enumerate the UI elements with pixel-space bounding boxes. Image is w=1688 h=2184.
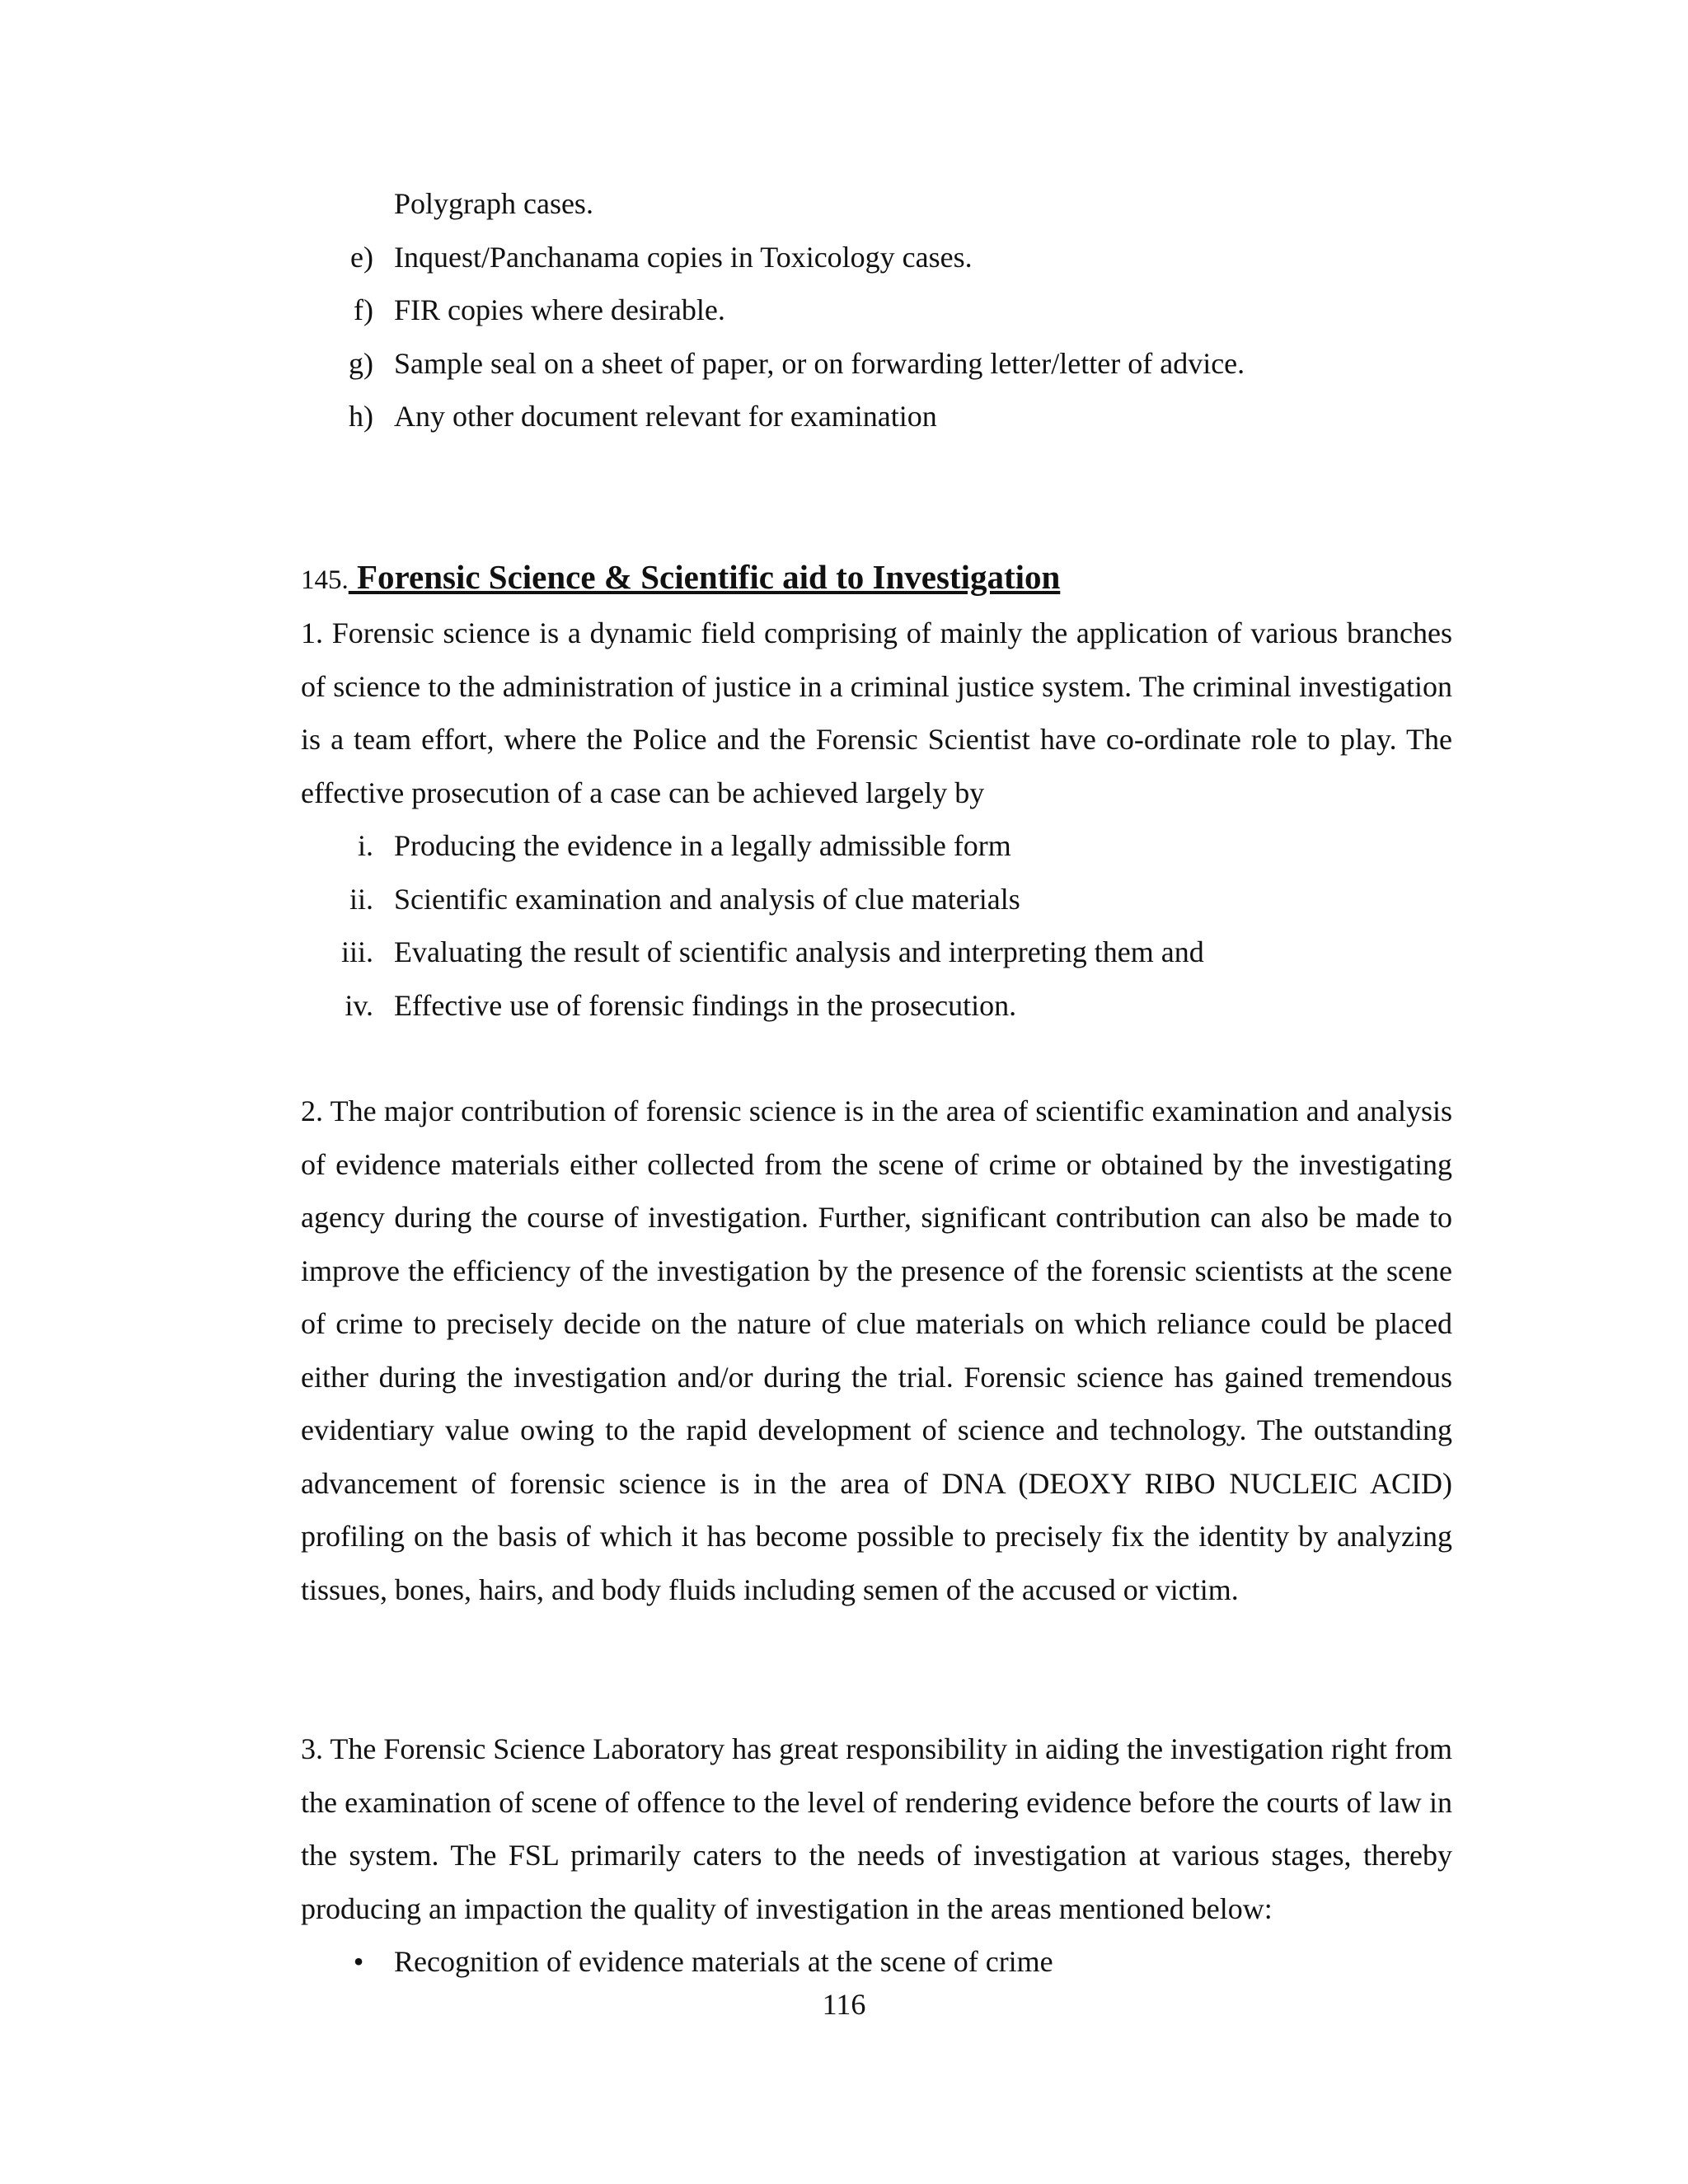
list-item [301,819,1452,873]
paragraph-2 [301,1085,1452,1616]
paragraph-1 [301,607,1452,819]
paragraph-text: 1. Forensic science is a dynamic field comprising of mainly the application of various branches of science to the administration of justice in a criminal justice system. The criminal investigation is a team effort, where the Police and the Forensic Scientist have co-ordinate role to play. The effective prosecution of a case can be achieved largely by [301,616,1452,809]
list-marker: e) [350,240,373,274]
page-number: 116 [822,1988,866,2021]
list-continuation-text: Polygraph cases. [394,187,593,220]
list-item-text: Scientific examination and analysis of clue materials [394,882,1020,916]
paragraph-text: 2. The major contribution of forensic science is in the area of scientific examination and analysis of evidence materials either collected from the scene of crime or obtained by the investigating agency during the course of investigation. Further, significant contribution can also be made to improve the efficiency of the investigation by the presence of the forensic scientists at the scene of crime to precisely decide on the nature of clue materials on which reliance could be placed either during the investigation and/or during the trial. Forensic science has gained tremendous evidentiary value owing to the rapid development of science and technology. The outstanding advancement of forensic science is in the area of DNA (DEOXY RIBO NUCLEIC ACID) profiling on the basis of which it has become possible to precisely fix the identity by analyzing tissues, bones, hairs, and body fluids including semen of the accused or victim. [301,1094,1452,1606]
list-item-text: FIR copies where desirable. [394,293,725,326]
list-item [301,873,1452,926]
list-item [301,979,1452,1033]
list-marker: iv. [345,988,373,1022]
list-item-text: Evaluating the result of scientific analysis and interpreting them and [394,935,1204,968]
section-number: 145. [301,565,349,595]
list-marker: iii. [340,935,373,968]
list-marker: h) [349,400,373,433]
list-continuation [301,177,1452,231]
list-marker: ii. [349,882,373,916]
list-item [301,926,1452,979]
list-item-text: Sample seal on a sheet of paper, or on forwarding letter/letter of advice. [394,346,1245,380]
list-item-text: Effective use of forensic findings in the prosecution. [394,988,1017,1022]
list-marker: g) [349,346,373,380]
list-marker: i. [357,829,373,862]
list-item [301,390,1452,443]
list-item [301,284,1452,337]
list-marker: f) [354,293,373,326]
roman-list [301,819,1452,1032]
paragraph-3 [301,1722,1452,1935]
list-item [301,231,1452,284]
list-item-text: Inquest/Panchanama copies in Toxicology cases. [394,240,973,274]
list-item [301,337,1452,391]
bullet-icon: • [353,1945,364,1978]
list-item-text: Recognition of evidence materials at the scene of crime [394,1945,1053,1978]
list-item-text: Any other document relevant for examination [394,400,937,433]
top-list [301,177,1452,443]
list-item-text: Producing the evidence in a legally admissible form [394,829,1011,862]
section-heading [301,548,1452,606]
paragraph-text: 3. The Forensic Science Laboratory has great responsibility in aiding the investigation right from the examination of scene of offence to the level of rendering evidence before the courts of law in the system. The FSL primarily caters to the needs of investigation at various stages, thereby producing an impaction the quality of investigation in the areas mentioned below: [301,1732,1453,1925]
section-title: Forensic Science & Scientific aid to Investigation [348,558,1061,596]
